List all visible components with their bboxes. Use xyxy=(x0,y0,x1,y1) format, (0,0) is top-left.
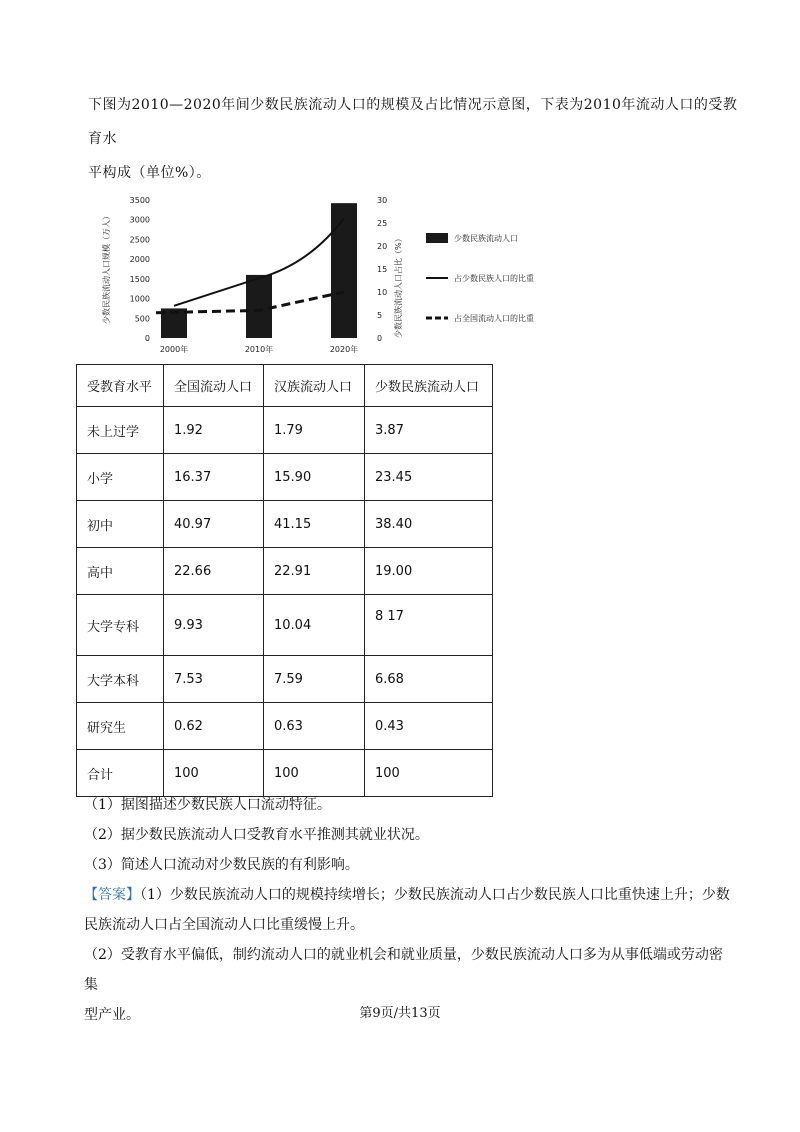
table-cell: 6.68 xyxy=(365,656,493,703)
table-cell: 7.53 xyxy=(164,656,264,703)
question-1: （1）据图描述少数民族人口流动特征。 xyxy=(84,797,331,813)
table-cell: 大学专科 xyxy=(77,595,164,656)
chart xyxy=(96,186,566,364)
table-header-cell: 全国流动人口 xyxy=(164,365,264,407)
table-row xyxy=(77,656,493,703)
x-tick-label: 2020年 xyxy=(329,345,359,354)
table-row xyxy=(77,595,493,656)
bar-2020年 xyxy=(331,203,357,338)
table-row xyxy=(77,548,493,595)
y-tick-right: 0 xyxy=(377,334,383,343)
table-cell: 合计 xyxy=(77,750,164,797)
answer-1-line-2: 民族流动人口占全国流动人口比重缓慢上升。 xyxy=(84,917,364,933)
answer-2-line-1: （2）受教育水平偏低，制约流动人口的就业机会和就业质量，少数民族流动人口多为从事低端或劳动密集 xyxy=(84,947,723,993)
y-tick-left: 2000 xyxy=(129,255,150,265)
y-tick-right: 5 xyxy=(377,311,383,320)
table-cell: 0.43 xyxy=(365,703,493,750)
table-cell: 8 17 xyxy=(365,595,493,656)
table-row xyxy=(77,454,493,501)
table-cell: 19.00 xyxy=(365,548,493,595)
answer-2-line-2: 型产业。 xyxy=(84,1007,140,1023)
table-cell: 41.15 xyxy=(264,501,365,548)
table-cell: 1.92 xyxy=(164,407,264,454)
answer-1-line-1 xyxy=(84,880,734,910)
y-tick-right: 25 xyxy=(377,219,388,228)
legend-label: 占全国流动人口的比重 xyxy=(454,314,534,323)
table-cell: 3.87 xyxy=(365,407,493,454)
y-axis-label-left: 少数民族流动人口规模（万人） xyxy=(102,212,111,324)
x-tick-label: 2000年 xyxy=(159,345,189,354)
table-cell: 38.40 xyxy=(365,501,493,548)
table-cell: 1.79 xyxy=(264,407,365,454)
table-cell: 40.97 xyxy=(164,501,264,548)
education-table xyxy=(76,364,493,797)
legend-label: 少数民族流动人口 xyxy=(454,234,518,243)
y-tick-right: 15 xyxy=(377,265,388,274)
table-cell: 22.91 xyxy=(264,548,365,595)
answer-tag: 【答案】 xyxy=(84,887,140,903)
table-header-row xyxy=(77,365,493,407)
table-cell: 23.45 xyxy=(365,454,493,501)
table-cell: 未上过学 xyxy=(77,407,164,454)
table-cell: 15.90 xyxy=(264,454,365,501)
table-cell: 初中 xyxy=(77,501,164,548)
table-cell: 高中 xyxy=(77,548,164,595)
intro-line-2: 平构成（单位%）。 xyxy=(88,165,211,181)
legend-label: 占少数民族人口的比重 xyxy=(454,274,534,283)
table-cell: 100 xyxy=(365,750,493,797)
table-cell: 7.59 xyxy=(264,656,365,703)
intro-paragraph xyxy=(88,88,738,190)
y-tick-right: 30 xyxy=(377,196,388,205)
page-footer: 第9页/共13页 xyxy=(359,1006,441,1021)
y-tick-left: 3500 xyxy=(129,196,150,205)
table-cell: 100 xyxy=(264,750,365,797)
question-2: （2）据少数民族流动人口受教育水平推测其就业状况。 xyxy=(84,827,429,843)
table-row xyxy=(77,703,493,750)
x-tick-label: 2010年 xyxy=(244,345,274,354)
table-cell: 小学 xyxy=(77,454,164,501)
table-cell: 22.66 xyxy=(164,548,264,595)
y-tick-right: 10 xyxy=(377,288,388,297)
bar-2010年 xyxy=(246,275,272,338)
table-row xyxy=(77,501,493,548)
table-header-cell: 少数民族流动人口 xyxy=(365,365,493,407)
y-tick-left: 3000 xyxy=(129,215,150,225)
question-3: （3）简述人口流动对少数民族的有利影响。 xyxy=(84,857,359,873)
table-header-cell: 受教育水平 xyxy=(77,365,164,407)
chart-svg xyxy=(96,186,566,364)
table-cell: 16.37 xyxy=(164,454,264,501)
answer-1-text: （1）少数民族流动人口的规模持续增长；少数民族流动人口占少数民族人口比重快速上升；少数 xyxy=(140,887,730,903)
table-cell: 0.62 xyxy=(164,703,264,750)
table-cell: 100 xyxy=(164,750,264,797)
legend-swatch xyxy=(426,233,448,243)
questions-answers xyxy=(84,790,734,1030)
intro-line-1: 下图为2010—2020年间少数民族流动人口的规模及占比情况示意图，下表为2010年流动人口的受教育水 xyxy=(88,97,738,147)
table-row xyxy=(77,407,493,454)
y-tick-left: 500 xyxy=(134,314,150,324)
table-cell: 9.93 xyxy=(164,595,264,656)
table-header-cell: 汉族流动人口 xyxy=(264,365,365,407)
y-axis-label-right: 少数民族流动人口占比（%） xyxy=(394,234,403,338)
y-tick-left: 1000 xyxy=(129,294,150,304)
y-tick-left: 1500 xyxy=(129,274,150,284)
table-cell: 研究生 xyxy=(77,703,164,750)
table-cell: 大学本科 xyxy=(77,656,164,703)
table-cell: 10.04 xyxy=(264,595,365,656)
y-tick-left: 2500 xyxy=(129,235,150,245)
table-cell: 0.63 xyxy=(264,703,365,750)
y-tick-right: 20 xyxy=(377,242,388,251)
y-tick-left: 0 xyxy=(144,334,150,343)
